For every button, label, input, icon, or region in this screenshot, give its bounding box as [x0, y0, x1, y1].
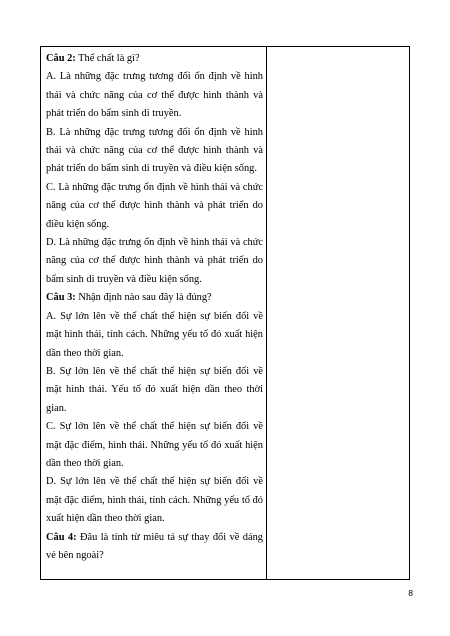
question-4-heading	[46, 529, 263, 566]
question-4	[46, 529, 263, 566]
question-3-option-b: B. Sự lớn lên về thể chất thể hiện sự biến đổi về mặt hình thái. Yếu tố đó xuất hiện dần theo thời gian.	[46, 365, 263, 414]
question-4-number: Câu 4:	[46, 531, 77, 543]
question-2	[46, 50, 263, 289]
question-3	[46, 289, 263, 528]
answers-column	[267, 47, 409, 579]
question-3-option-a: A. Sự lớn lên về thể chất thể hiện sự biến đổi về mặt hình thái, tính cách. Những yếu tố đó xuất hiện dần theo thời gian.	[46, 310, 263, 359]
question-3-option-c: C. Sự lớn lên về thể chất thể hiện sự biến đổi về mặt đặc điểm, hình thái. Những yếu tố đó xuất hiện dần theo thời gian.	[46, 421, 263, 469]
question-3-option-d: D. Sự lớn lên về thể chất thể hiện sự biến đổi về mặt đặc điểm, hình thái, tính cách. Những yếu tố đó xuất hiện dần theo thời gian.	[46, 476, 263, 525]
content-table	[40, 46, 410, 580]
question-2-option-b: B. Là những đặc trưng tương đối ổn định về hình thái và chức năng của cơ thể được hình thành và phát triển do bẩm sinh di truyền và điều kiện sống.	[46, 126, 263, 175]
question-2-heading	[46, 50, 263, 68]
question-3-number: Câu 3:	[46, 292, 76, 304]
question-3-text: Nhận định nào sau đây là đúng?	[78, 292, 212, 304]
questions-column	[41, 47, 267, 579]
question-4-text: Đâu là tính từ miêu tả sự thay đổi về dáng vẻ bên ngoài?	[46, 531, 263, 561]
question-2-option-d: D. Là những đặc trưng ổn định về hình thái và chức năng của cơ thể được hình thành và phát triển do bẩm sinh di truyền và điều kiện sống.	[46, 237, 263, 285]
page-number: 8	[408, 588, 413, 598]
question-3-heading	[46, 289, 263, 307]
question-2-option-a: A. Là những đặc trưng tương đối ổn định về hình thái và chức năng của cơ thể được hình thành và phát triển do bẩm sinh di truyền.	[46, 71, 263, 120]
question-2-number: Câu 2:	[46, 53, 76, 64]
question-2-text: Thể chất là gì?	[78, 53, 140, 64]
question-2-option-c: C. Là những đặc trưng ổn định về hình thái và chức năng của cơ thể được hình thành và phát triển do điều kiện sống.	[46, 181, 263, 230]
